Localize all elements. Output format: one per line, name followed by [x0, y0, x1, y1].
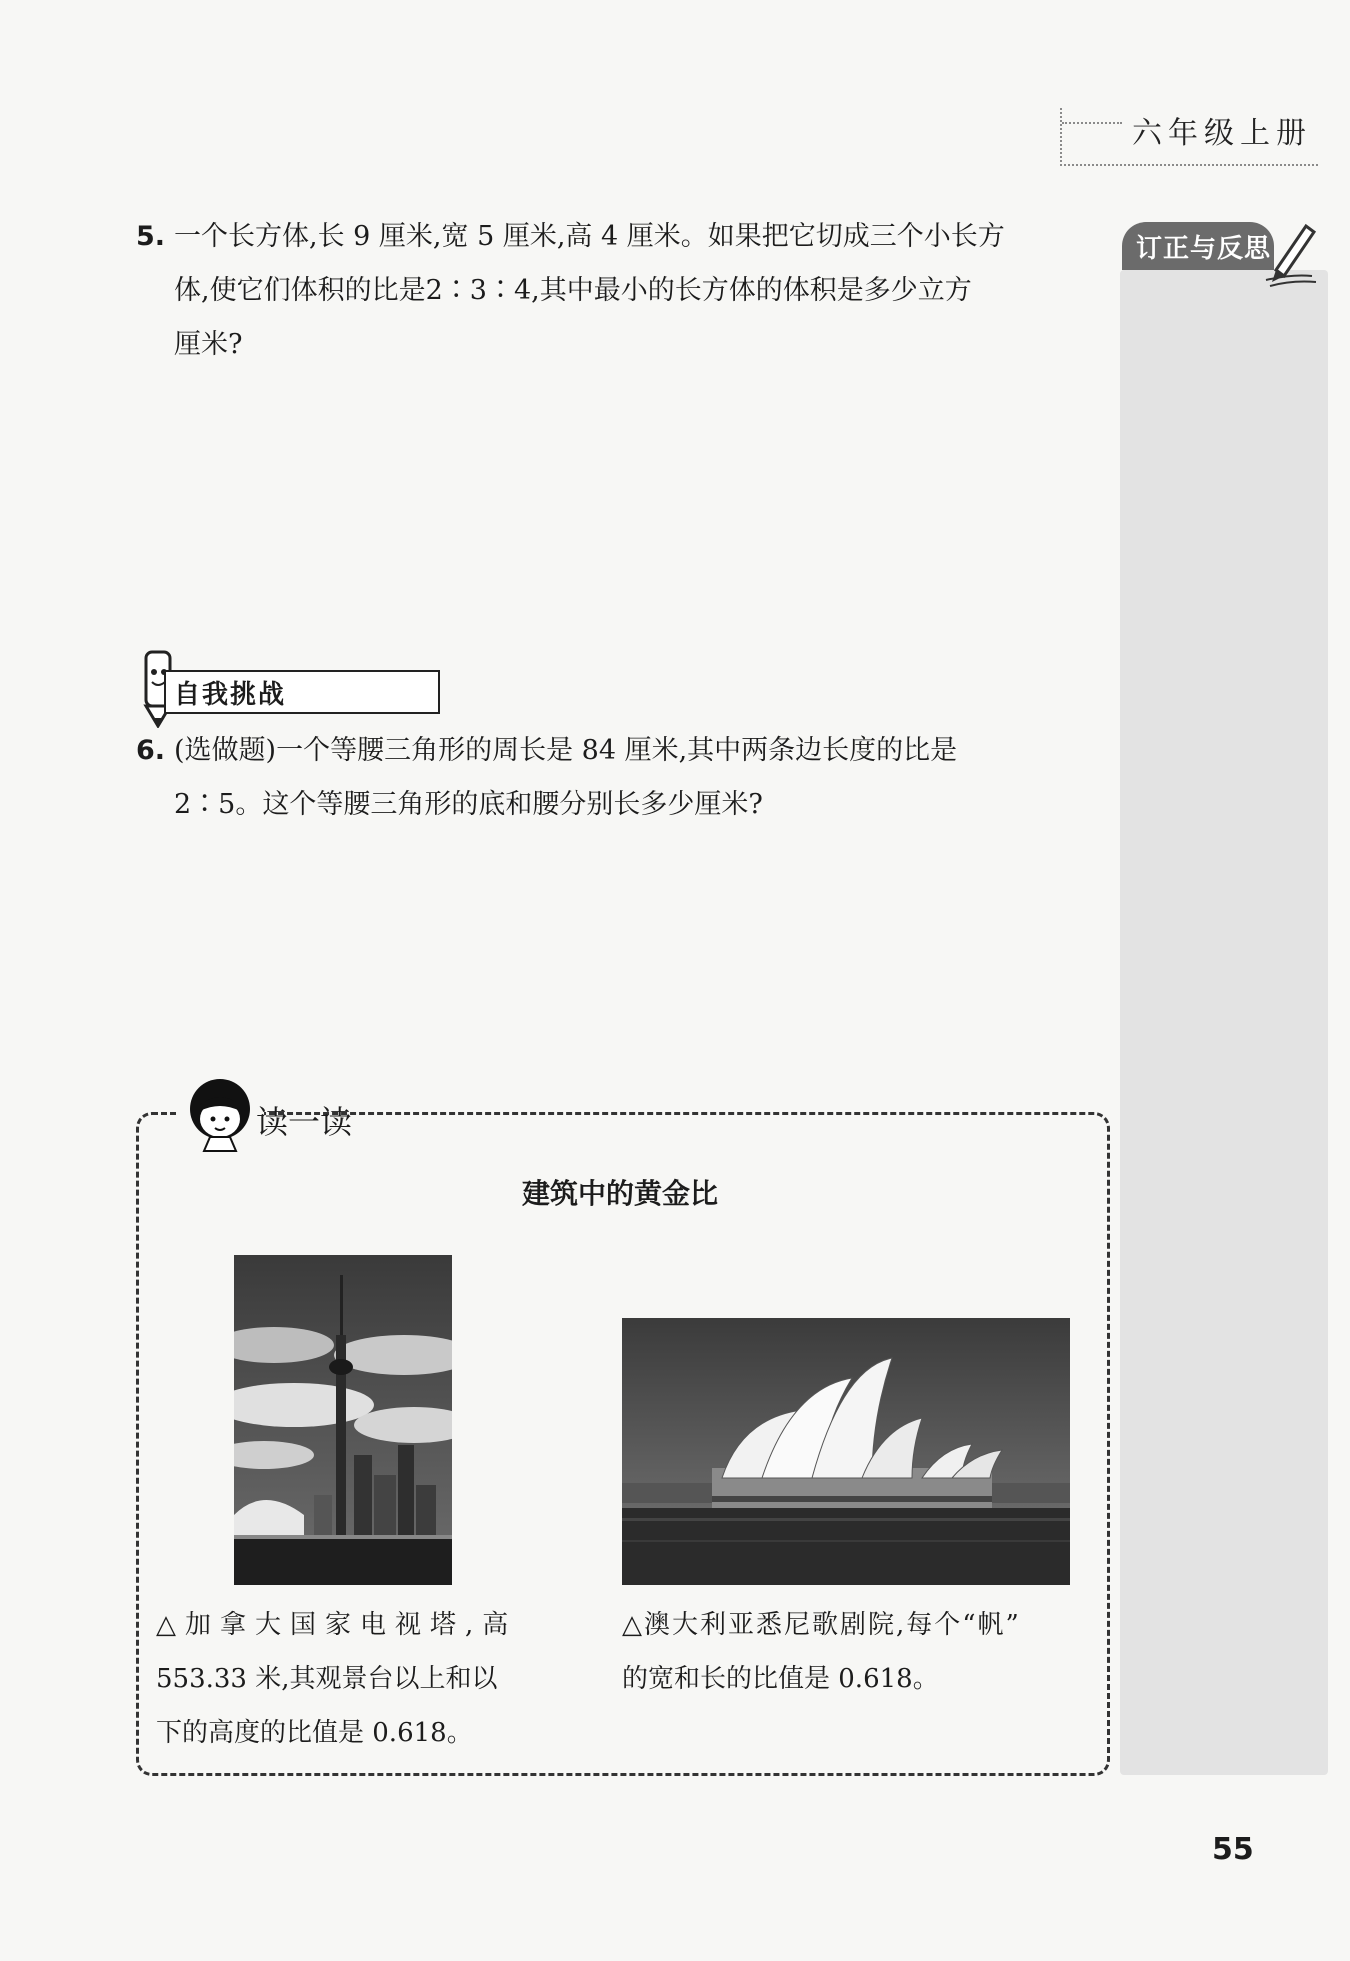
- problem-number: 6.: [136, 735, 166, 766]
- grade-label-text: 六年级上册: [1132, 116, 1312, 151]
- reading-title: 建筑中的黄金比: [521, 1177, 718, 1210]
- pen-icon: [1262, 218, 1322, 288]
- caption-line: △加拿大国家电视塔,高: [156, 1610, 518, 1640]
- challenge-badge: [138, 648, 287, 732]
- problem-5: [136, 210, 1076, 372]
- caption-line: 的宽和长的比值是 0.618。: [622, 1664, 939, 1694]
- reading-header-label: 读一读: [256, 1103, 353, 1141]
- correction-tab: [1122, 222, 1274, 270]
- page-number: 55: [1212, 1832, 1254, 1867]
- caption-line: 553.33 米,其观景台以上和以: [156, 1664, 498, 1694]
- correction-margin: [1120, 270, 1328, 1775]
- cn-tower-caption: [156, 1598, 536, 1760]
- problem-text-line: 厘米?: [174, 329, 243, 360]
- problem-6: [136, 724, 1076, 832]
- challenge-box: [164, 670, 440, 714]
- problem-text-line: 2∶5。这个等腰三角形的底和腰分别长多少厘米?: [174, 789, 763, 820]
- correction-tab-label: 订正与反思: [1136, 234, 1272, 264]
- girl-avatar-icon: [184, 1075, 256, 1155]
- grade-label: [1060, 108, 1318, 166]
- problem-text-line: (选做题)一个等腰三角形的周长是 84 厘米,其中两条边长度的比是: [174, 735, 958, 766]
- caption-line: 下的高度的比值是 0.618。: [156, 1718, 473, 1748]
- caption-line: △澳大利亚悉尼歌剧院,每个“帆”: [622, 1610, 1021, 1640]
- problem-text-line: 一个长方体,长 9 厘米,宽 5 厘米,高 4 厘米。如果把它切成三个小长方: [174, 221, 1005, 252]
- problem-number: 5.: [136, 221, 166, 252]
- challenge-label: 自我挑战: [174, 680, 287, 710]
- opera-house-caption: [622, 1598, 1082, 1706]
- sydney-opera-house-photo: [622, 1318, 1070, 1585]
- problem-text-line: 体,使它们体积的比是2∶3∶4,其中最小的长方体的体积是多少立方: [174, 275, 972, 306]
- cn-tower-photo: [234, 1255, 452, 1585]
- reading-header: [176, 1075, 353, 1159]
